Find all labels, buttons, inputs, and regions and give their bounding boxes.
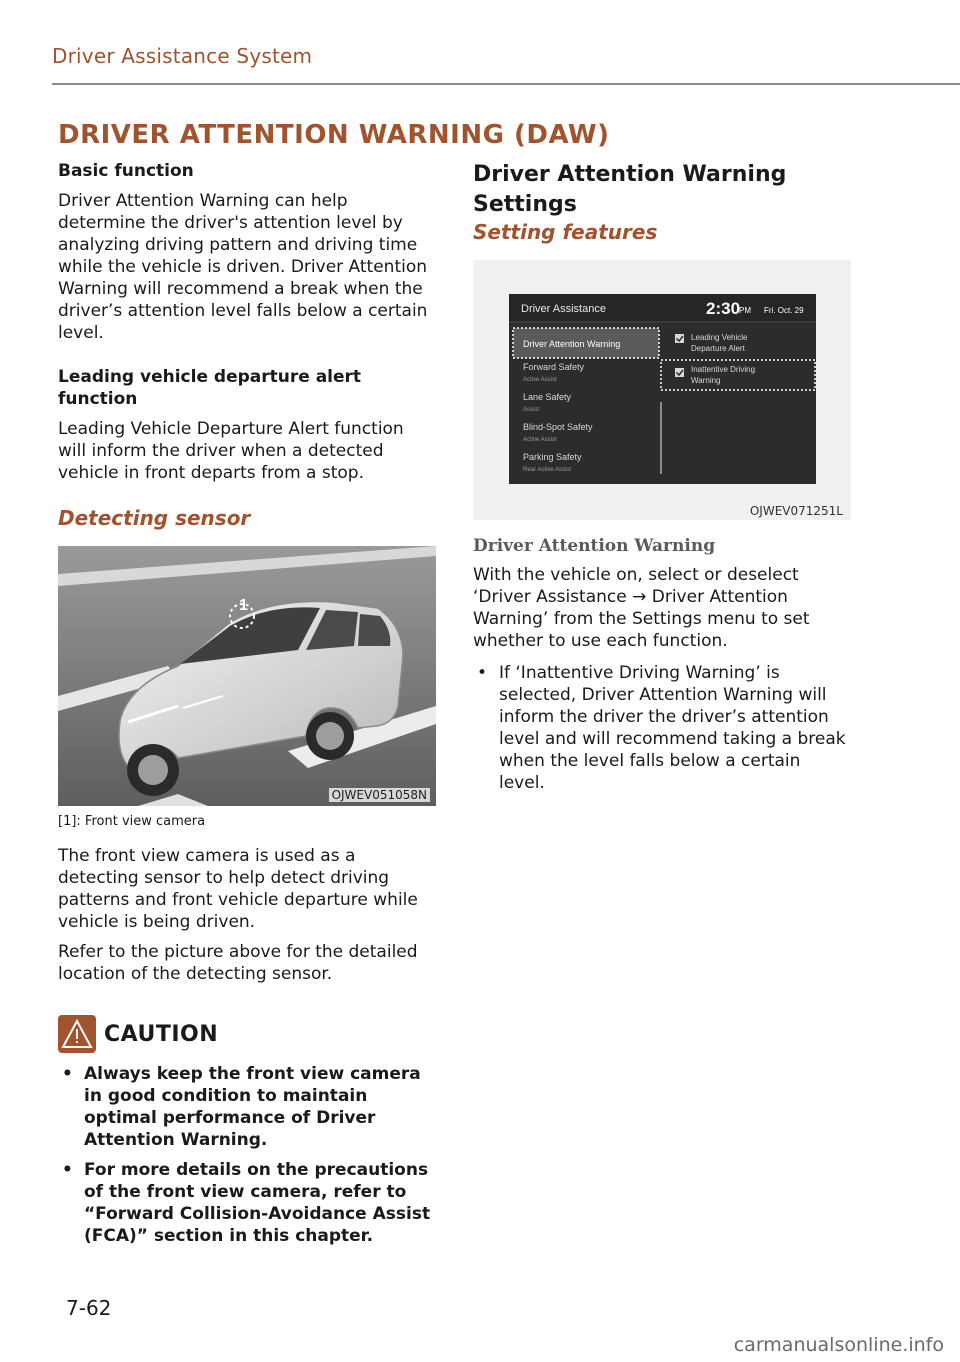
- header-rule: [52, 83, 960, 85]
- running-header: Driver Assistance System: [52, 44, 313, 68]
- setting-features-heading: Setting features: [473, 220, 658, 244]
- basic-function-text: Driver Attention Warning can help determine the driver's attention level by analyzing driving pattern and driving time while the vehicle is driven. Driver Attention Warning will recommend a break when the driver’s attention level falls below a certain level.: [58, 191, 428, 343]
- camera-marker-label: 1: [239, 597, 248, 614]
- car-illustration-graphic: [58, 546, 436, 806]
- menu-item-sub: Active Assist: [523, 377, 557, 383]
- figure-caption: [1]: Front view camera: [58, 814, 206, 829]
- menu-item-forward-safety[interactable]: Forward Safety: [523, 362, 585, 372]
- detecting-sensor-heading: Detecting sensor: [58, 506, 251, 530]
- right-column: [473, 160, 851, 794]
- screen-figure-code: OJWEV071251L: [749, 504, 843, 518]
- option-inattentive-driving[interactable]: Inattentive Driving: [691, 365, 756, 374]
- daw-heading: Driver Attention Warning: [473, 536, 716, 556]
- basic-function-heading: Basic function: [58, 161, 194, 181]
- watermark-link[interactable]: carmanualsonline.info: [733, 1334, 944, 1356]
- screen-date: Fri. Oct. 29: [764, 306, 804, 315]
- menu-item-parking-safety[interactable]: Parking Safety: [523, 452, 582, 462]
- warning-triangle-icon: [58, 1015, 96, 1053]
- sensor-text-2: Refer to the picture above for the detailed location of the detecting sensor.: [58, 942, 418, 984]
- caution-item: • Always keep the front view camera in good condition to maintain optimal performance of Driver Attention Warning.: [58, 1063, 436, 1151]
- settings-screen-figure: [473, 260, 851, 520]
- daw-text: With the vehicle on, select or deselect ‘Driver Assistance → Driver Attention Warning’ from the Settings menu to set whether to use each function.: [473, 565, 810, 651]
- menu-item-lane-safety[interactable]: Lane Safety: [523, 392, 572, 402]
- section-title: DRIVER ATTENTION WARNING (DAW): [58, 120, 610, 150]
- figure-code: OJWEV051058N: [329, 788, 430, 802]
- leading-vehicle-heading: Leading vehicle departure alert function: [58, 367, 362, 409]
- caution-header: [58, 1015, 436, 1053]
- page-number: 7-62: [66, 1296, 112, 1320]
- caution-label: CAUTION: [104, 1021, 219, 1047]
- car-illustration: [58, 546, 436, 806]
- daw-bullet-item: • If ‘Inattentive Driving Warning’ is selected, Driver Attention Warning will inform the driver the driver’s attention level and will recommend taking a break when the level falls below a certain level.: [473, 662, 851, 794]
- option-leading-vehicle[interactable]: Leading Vehicle: [691, 333, 748, 342]
- screen-time: 2:30: [706, 299, 741, 318]
- left-column: [58, 160, 436, 1247]
- menu-item-sub: Active Assist: [523, 437, 557, 443]
- option-leading-vehicle-line2: Departure Alert: [691, 344, 745, 353]
- screen-title: Driver Assistance: [521, 303, 606, 315]
- menu-item-sub: Assist: [523, 407, 540, 413]
- caution-list: [58, 1063, 436, 1247]
- screen-ampm: PM: [739, 306, 751, 315]
- sensor-text-1: The front view camera is used as a detecting sensor to help detect driving patterns and front vehicle departure while vehicle is being driven.: [58, 846, 418, 932]
- caution-item: • For more details on the precautions of the front view camera, refer to “Forward Collision-Avoidance Assist (FCA)” section in this chapter.: [58, 1159, 436, 1247]
- settings-screen-graphic: [473, 260, 851, 520]
- menu-item-sub: Rear Active Assist: [523, 467, 572, 473]
- menu-item-driver-attention-warning[interactable]: Driver Attention Warning: [523, 339, 621, 349]
- option-inattentive-driving-line2: Warning: [691, 376, 721, 385]
- leading-vehicle-text: Leading Vehicle Departure Alert function will inform the driver when a detected vehicle in front departs from a stop.: [58, 419, 404, 483]
- menu-item-blind-spot-safety[interactable]: Blind-Spot Safety: [523, 422, 593, 432]
- daw-bullet-list: [473, 662, 851, 794]
- settings-heading: Driver Attention Warning Settings: [473, 162, 787, 217]
